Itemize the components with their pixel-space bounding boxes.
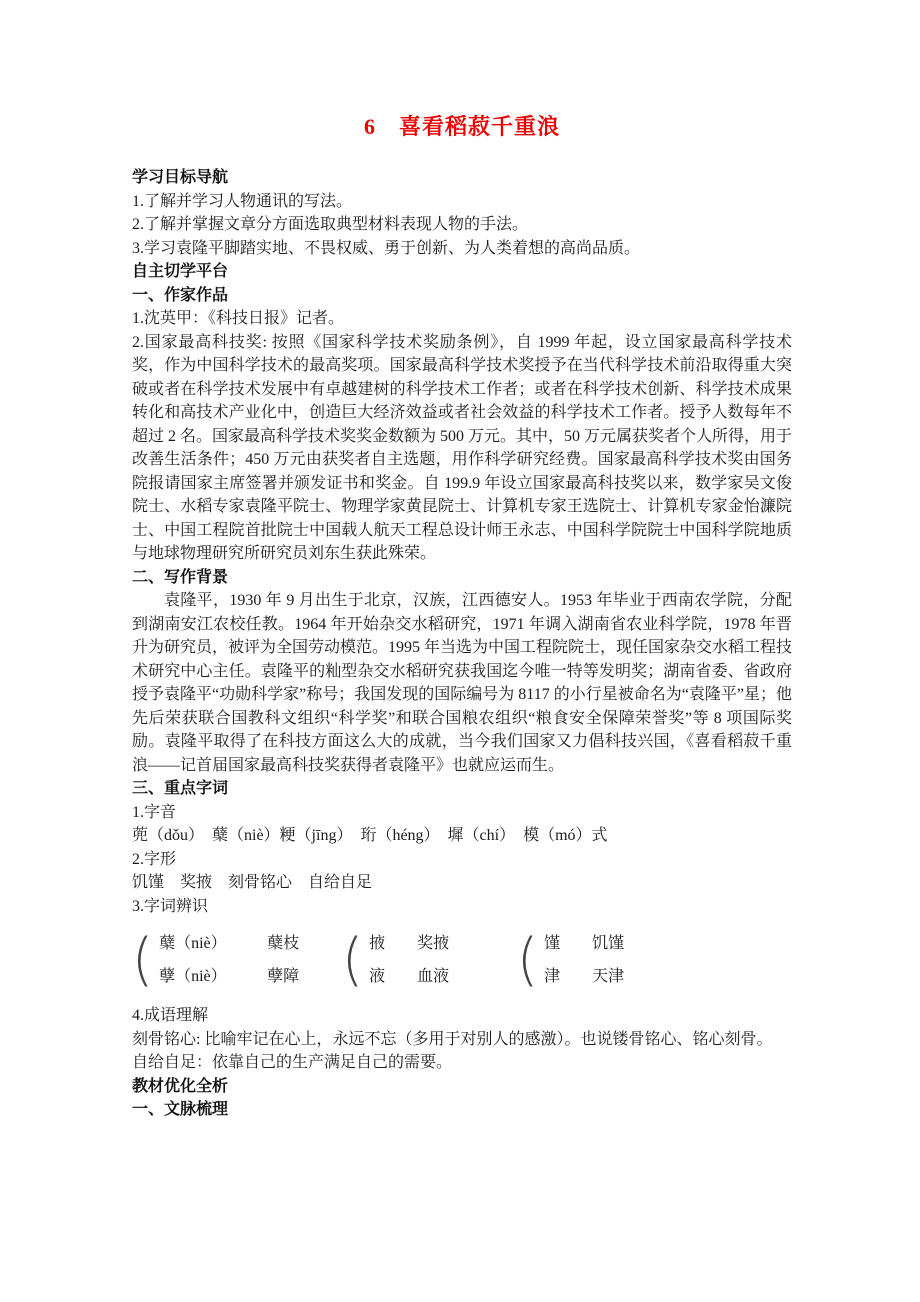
word-cell: 饥馑 — [592, 935, 625, 952]
section-heading-goals: 学习目标导航 — [132, 169, 229, 186]
word-discrimination-label: 3.字词辨识 — [132, 897, 209, 915]
discrimination-row — [369, 927, 449, 960]
character-forms-label: 2.字形 — [132, 850, 177, 868]
discrimination-row — [159, 960, 299, 993]
discrimination-row — [544, 927, 624, 960]
author-paragraph-2: 2.国家最高科技奖: 按照《国家科学技术奖励条例》，自 1999 年起，设立国家最高科学技术奖，作为中国科学技术的最高奖项。国家最高科学技术奖授予在当代科学技术前沿取得重大突破或者在科学技术发展中有卓越建树的科学技术工作者；或者在科学技术创新、科学技术成果转化和高技术产业化中，创造巨大经济效益或者社会效益的科学技术工作者。授予人数每年不超过 2 名。国家最高科学技术奖奖金数额为 500 万元。其中，50 万元属获奖者个人所得，用于改善生活条件；450 万元由获奖者自主选题，用作科学研究经费。国家最高科学技术奖由国务院报请国家主席签署并颁发证书和奖金。自 199.9 年设立国家最高科技奖以来，数学家吴文俊院士、水稻专家袁隆平院士、物理学家黄昆院士、计算机专家王选院士、计算机专家金怡濂院士、中国工程院首批院士中国载人航天工程总设计师王永志、中国科学院院士中国科学院地质与地球物理研究所研究员刘东生获此殊荣。 — [132, 333, 793, 562]
section-heading-vein: 一、文脉梳理 — [132, 1101, 229, 1118]
char-cell: 孽（niè） — [159, 968, 227, 985]
discrimination-rows — [159, 927, 299, 993]
character-forms-line: 饥馑 奖掖 刻骨铭心 自给自足 — [132, 874, 373, 891]
idiom-label: 4.成语理解 — [132, 1007, 209, 1024]
pronunciation-label: 1.字音 — [132, 803, 177, 821]
document-body — [132, 166, 792, 1122]
discrimination-group-1 — [132, 927, 342, 993]
pronunciation-line: 蔸（dǒu） 蘖（niè）粳（jīng） 珩（héng） 墀（chí） 模（mó）式 — [132, 827, 608, 844]
section-heading-background: 二、写作背景 — [132, 568, 229, 586]
section-heading-platform: 自主切学平台 — [132, 263, 229, 280]
discrimination-row — [544, 960, 624, 993]
goal-item-2: 2.了解并掌握文章分方面选取典型材料表现人物的手法。 — [132, 216, 529, 233]
section-heading-key-words: 三、重点字词 — [132, 780, 229, 797]
discrimination-row — [369, 960, 449, 993]
left-brace-icon: ( — [132, 926, 154, 993]
char-cell: 掖 — [369, 935, 386, 952]
background-paragraph: 袁隆平，1930 年 9 月出生于北京，汉族，江西德安人。1953 年毕业于西南农学院，分配到湖南安江农校任教。1964 年开始杂交水稻研究，1971 年调入湖南省农业科学院，1978 年晋升为研究员，被评为全国劳动模范。1995 年当选为中国工程院院士，现任国家杂交水稻工程技术研究中心主任。袁隆平的籼型杂交水稻研究获我国迄今唯一特等发明奖；湖南省委、省政府授予袁隆平“功勋科学家”称号；我国发现的国际编号为 8117 的小行星被命名为“袁隆平”星；他先后荣获联合国教科文组织“科学奖”和联合国粮农组织“粮食安全保障荣誉奖”等 8 项国际奖励。袁隆平取得了在科技方面这么大的成就，当今我们国家又力倡科技兴国，《喜看稻菽千重浪——记首届国家最高科技奖获得者袁隆平》也就应运而生。 — [132, 592, 793, 774]
left-brace-icon: ( — [342, 926, 364, 993]
discrimination-rows — [369, 927, 449, 993]
word-cell: 血液 — [417, 968, 450, 985]
word-discrimination-block — [132, 927, 792, 993]
char-cell: 蘖（niè） — [159, 935, 227, 952]
author-paragraph-1: 1.沈英甲：《科技日报》记者。 — [132, 310, 345, 327]
idiom-item-2: 自给自足：依靠自己的生产满足自己的需要。 — [132, 1054, 453, 1071]
word-cell: 天津 — [592, 968, 625, 985]
section-heading-author: 一、作家作品 — [132, 286, 229, 304]
goal-item-1: 1.了解并学习人物通讯的写法。 — [132, 192, 353, 210]
discrimination-rows — [544, 927, 624, 993]
word-cell: 蘖枝 — [267, 935, 300, 952]
char-cell: 馑 — [544, 935, 561, 952]
idiom-item-1: 刻骨铭心: 比喻牢记在心上，永远不忘（多用于对别人的感激）。也说镂骨铭心、铭心刻骨。 — [132, 1030, 773, 1048]
word-cell: 孽障 — [267, 968, 300, 985]
char-cell: 津 — [544, 968, 561, 985]
goal-item-3: 3.学习袁隆平脚踏实地、不畏权威、勇于创新、为人类着想的高尚品质。 — [132, 239, 641, 257]
char-cell: 液 — [369, 968, 386, 985]
discrimination-row — [159, 927, 299, 960]
discrimination-group-2 — [342, 927, 517, 993]
discrimination-group-3 — [517, 927, 624, 993]
left-brace-icon: ( — [517, 926, 539, 993]
section-heading-analysis: 教材优化全析 — [132, 1077, 229, 1095]
word-cell: 奖掖 — [417, 935, 450, 952]
lesson-title: 6 喜看稻菽千重浪 — [363, 114, 560, 139]
